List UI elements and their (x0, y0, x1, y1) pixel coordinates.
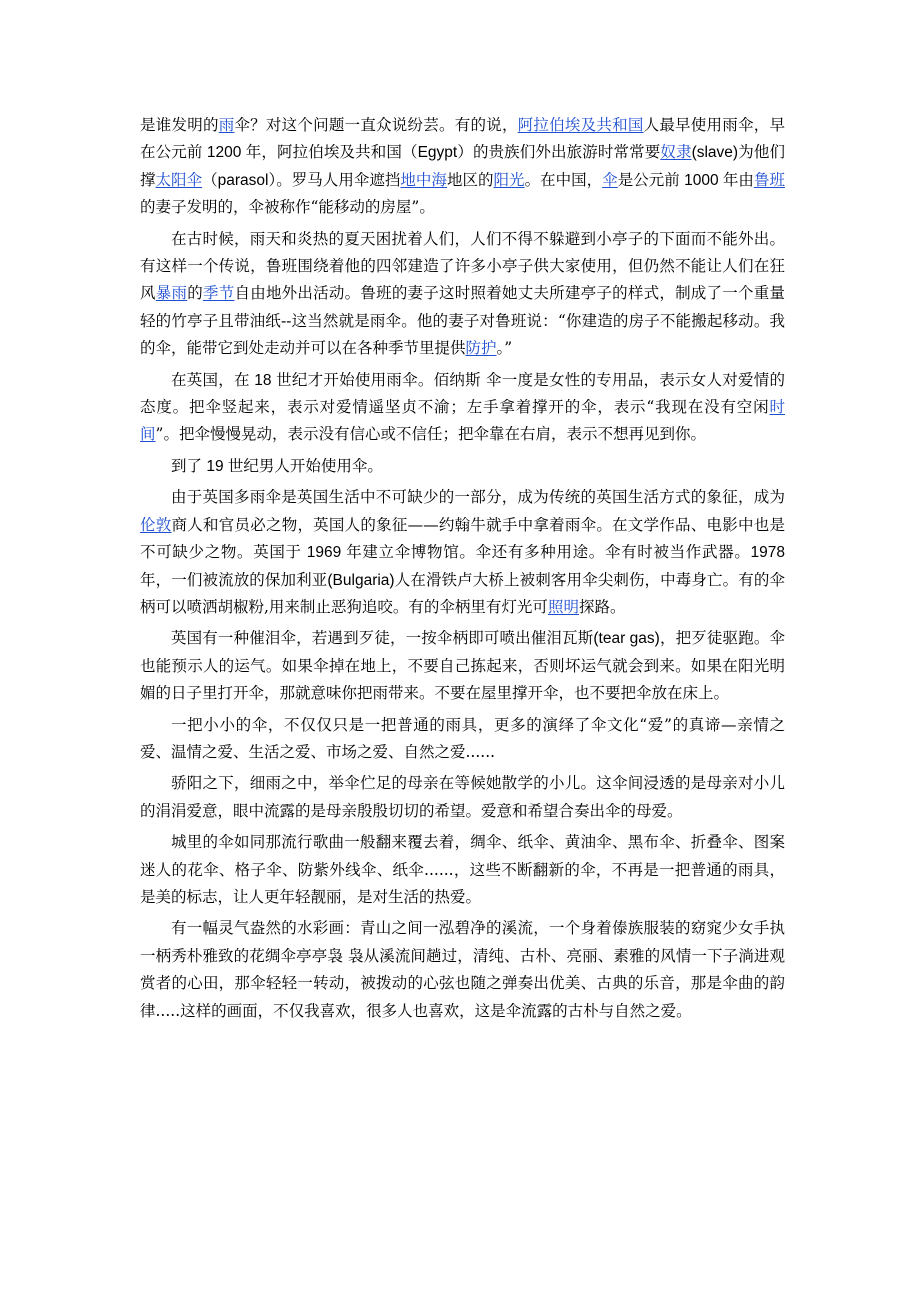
text: 商人和官员必之物，英国人的象征——约翰牛就手中拿着雨伞。在文学作品、电影中也是不可缺少之物。英国于 (140, 515, 785, 562)
text: 一把小小的伞，不仅仅只是一把普通的雨具，更多的演绎了伞文化“爱”的真谛—亲情之爱、温情之爱、生活之爱、市场之爱、自然之爱...... (140, 715, 785, 761)
text: 地区的 (446, 170, 494, 189)
text: ”。把伞慢慢晃动，表示没有信心或不信任；把伞靠在右肩，表示不想再见到你。 (155, 425, 706, 444)
link-sunlight[interactable]: 阳光 (493, 170, 525, 189)
text: （ (202, 170, 218, 189)
text: ）的贵族们外出旅游时常常要 (457, 143, 661, 162)
paragraph-1 (140, 112, 785, 222)
text: 的妻子发明的，伞被称作“能移动的房屋”。 (140, 198, 435, 217)
text: 1000 (679, 171, 723, 189)
text: 城里的伞如同那流行歌曲一般翻来覆去着，绸伞、纸伞、黄油伞、黑布伞、折叠伞、图案迷人的花伞、格子伞、防紫外线伞、纸伞......，这些不断翻新的伞，不再是一把普通的雨具，是美的标志，让人更年轻靓丽，是对生活的热爱。 (140, 833, 785, 906)
text: 在英国，在 (171, 370, 250, 389)
text: 在古时候，雨天和炎热的夏天困扰着人们，人们不得不躲避到小亭子的下面而不能外出。有这样一个传说，鲁班围绕着他的四邻建造了许多小亭子供大家使用，但仍然不能让人们在狂风 (140, 229, 785, 303)
text: 是公元前 (617, 170, 680, 189)
text: 的 (187, 284, 203, 303)
text: 伞？对这个问题一直众说纷芸。有的说， (234, 116, 518, 134)
text: 年建立伞博物馆。伞还有多种用途。伞有时被当作武器。 (346, 543, 751, 562)
text: 年，阿拉伯埃及共和国（ (245, 143, 418, 162)
paragraph-6 (140, 625, 785, 707)
link-umbrella[interactable]: 雨 (218, 116, 235, 134)
paragraph-2 (140, 226, 785, 363)
text: 有一幅灵气盎然的水彩画：青山之间一泓碧净的溪流，一个身着傣族服装的窈窕少女手执一柄秀朴雅致的花绸伞亭亭袅 袅从溪流间趟过，清纯、古朴、亮丽、素雅的风情一下子淌进观赏者的心田，那伞轻轻一转动，被拨动的心弦也随之弹奏出优美、古典的乐音，那是伞曲的韵律.....这样的画面，不仅我喜欢，很多人也喜欢，这是伞流露的古朴与自然之爱。 (140, 919, 785, 1020)
text: Egypt (417, 144, 458, 162)
paragraph-8 (140, 770, 785, 825)
text: 1978 (750, 544, 785, 562)
paragraph-3 (140, 367, 785, 449)
text: (Bulgaria) (327, 571, 395, 589)
link-egypt[interactable]: 阿拉伯埃及共和国 (517, 116, 644, 134)
text: 人在滑铁卢大桥上被刺客用伞尖刺伤，中毒身亡。有的伞柄可以喷洒胡椒粉,用来制止恶狗追咬。有的伞柄里有灯光可 (140, 570, 785, 616)
link-time[interactable]: 时间 (140, 398, 785, 444)
text: 探路。 (578, 597, 626, 616)
text: 英国有一种催泪伞，若遇到歹徒，一按伞柄即可喷出催泪瓦斯 (171, 629, 594, 648)
text: parasol (217, 171, 269, 189)
paragraph-9 (140, 829, 785, 911)
text: 19 (202, 457, 228, 475)
text: 年由 (722, 170, 754, 189)
text: 人最早使用雨伞，早在公元前 (140, 116, 785, 162)
text: 为他们撑 (140, 143, 785, 189)
document-body (140, 112, 785, 1029)
paragraph-7 (140, 712, 785, 767)
text: 18 (249, 371, 277, 389)
text: 自由地外出活动。鲁班的妻子这时照着她丈夫所建亭子的样式，制成了一个重量轻的竹亭子且带油纸--这当然就是雨伞。他的妻子对鲁班说：“你建造的房子不能搬起移动。我的伞，能带它到处走动并可以在各种季节里提供 (140, 284, 785, 358)
text: 世纪才开始使用雨伞。佰纳斯 伞一度是女性的专用品，表示女人对爱情的态度。把伞竖起来，表示对爱情遥坚贞不渝；左手拿着撑开的伞，表示“我现在没有空闲 (140, 370, 785, 417)
link-mediterranean[interactable]: 地中海 (400, 170, 447, 189)
text: 骄阳之下，细雨之中，举伞伫足的母亲在等候她散学的小儿。这伞间浸透的是母亲对小儿的涓涓爱意，眼中流露的是母亲殷殷切切的希望。爱意和希望合奏出伞的母爱。 (140, 774, 785, 820)
link-slave[interactable]: 奴隶 (660, 143, 692, 162)
text: 由于英国多雨伞是英国生活中不可缺少的一部分，成为传统的英国生活方式的象征，成为 (171, 488, 785, 507)
text: 1969 (301, 544, 347, 562)
link-storm[interactable]: 暴雨 (155, 284, 188, 303)
text: 是谁发明的 (140, 116, 219, 134)
paragraph-4 (140, 453, 785, 480)
paragraph-5 (140, 484, 785, 621)
text: ，把歹徒驱跑。伞也能预示人的运气。如果伞掉在地上，不要自己拣起来，否则坏运气就会到来。如果在阳光明媚的日子里打开伞，那就意味你把雨带来。不要在屋里撑开伞，也不要把伞放在床上。 (140, 629, 785, 703)
text: 。” (496, 339, 513, 358)
link-lighting[interactable]: 照明 (547, 597, 579, 616)
text: 年，一们被流放的保加利亚 (140, 570, 328, 589)
link-london[interactable]: 伦敦 (140, 515, 172, 534)
link-season[interactable]: 季节 (202, 284, 235, 303)
text: (slave) (691, 144, 739, 162)
text: ）。罗马人用伞遮挡 (268, 170, 401, 189)
link-protect[interactable]: 防护 (465, 339, 497, 358)
link-parasol[interactable]: 太阳伞 (155, 170, 203, 189)
paragraph-10 (140, 915, 785, 1025)
text: 世纪男人开始使用伞。 (227, 456, 383, 475)
text: 。在中国， (524, 170, 603, 189)
text: 到了 (171, 456, 203, 475)
text: (tear gas) (593, 630, 660, 648)
text: 1200 (202, 144, 246, 162)
link-lu-ban[interactable]: 鲁班 (753, 170, 785, 189)
link-umbrella-2[interactable]: 伞 (602, 170, 618, 189)
